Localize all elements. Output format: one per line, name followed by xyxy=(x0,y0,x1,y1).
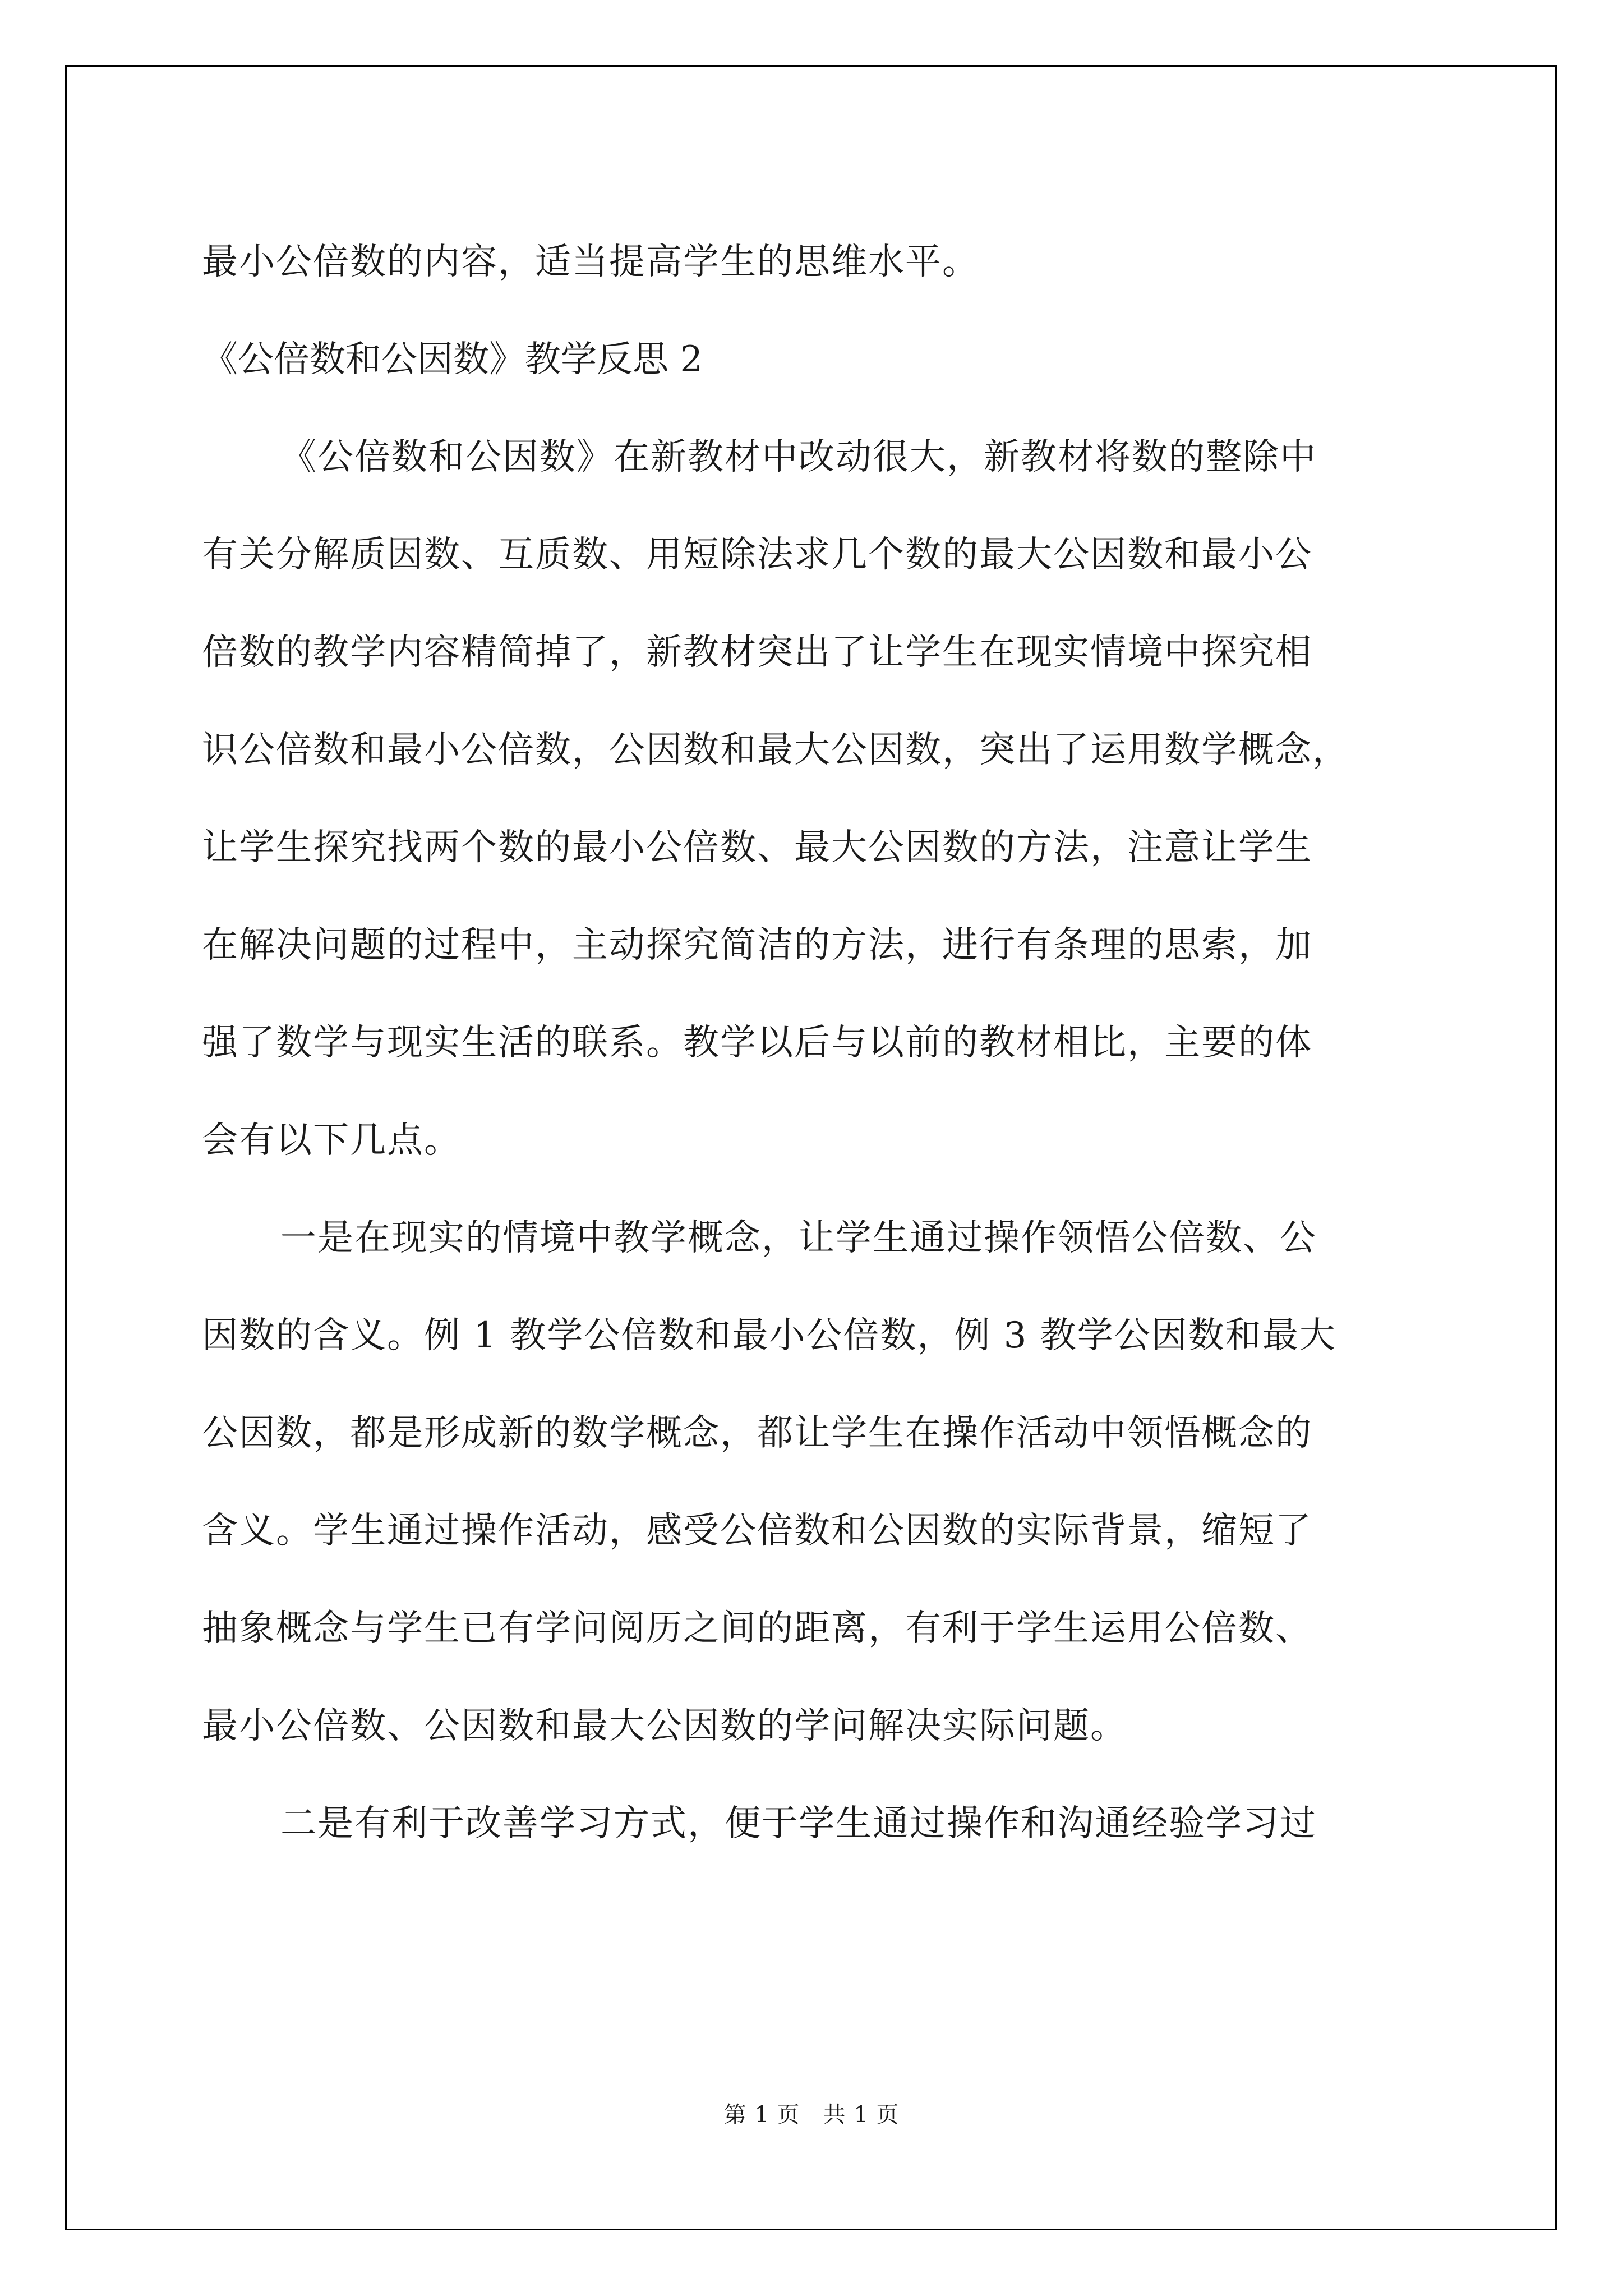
paragraph-start: 二是有利于改善学习方式，便于学生通过操作和沟通经验学习过 xyxy=(280,1803,1317,1844)
text-line: 公因数，都是形成新的数学概念，都让学生在操作活动中领悟概念的 xyxy=(202,1412,1312,1454)
section-title: 《公倍数和公因数》教学反思 2 xyxy=(202,339,703,380)
text-line: 倍数的教学内容精简掉了，新教材突出了让学生在现实情境中探究相 xyxy=(202,632,1312,673)
text-line: 在解决问题的过程中，主动探究简洁的方法，进行有条理的思索，加 xyxy=(202,924,1312,966)
text-line: 最小公倍数的内容，适当提高学生的思维水平。 xyxy=(202,241,979,283)
paragraph-start: 《公倍数和公因数》在新教材中改动很大，新教材将数的整除中 xyxy=(280,436,1317,478)
document-body xyxy=(202,213,1436,1872)
text-line: 让学生探究找两个数的最小公倍数、最大公因数的方法，注意让学生 xyxy=(202,827,1312,868)
text-line: 有关分解质因数、互质数、用短除法求几个数的最大公因数和最小公 xyxy=(202,534,1312,576)
page-number-footer: 第 1 页 共 1 页 xyxy=(723,2102,900,2128)
text-line: 最小公倍数、公因数和最大公因数的学问解决实际问题。 xyxy=(202,1705,1127,1747)
text-line: 强了数学与现实生活的联系。教学以后与以前的教材相比，主要的体 xyxy=(202,1022,1312,1064)
text-line: 会有以下几点。 xyxy=(202,1120,461,1161)
text-line: 抽象概念与学生已有学问阅历之间的距离，有利于学生运用公倍数、 xyxy=(202,1608,1312,1649)
text-line: 因数的含义。例 1 教学公倍数和最小公倍数，例 3 教学公因数和最大 xyxy=(202,1315,1336,1356)
text-line: 含义。学生通过操作活动，感受公倍数和公因数的实际背景，缩短了 xyxy=(202,1510,1312,1552)
text-line: 识公倍数和最小公倍数，公因数和最大公因数，突出了运用数学概念， xyxy=(202,729,1349,771)
paragraph-start: 一是在现实的情境中教学概念，让学生通过操作领悟公倍数、公 xyxy=(280,1217,1317,1259)
